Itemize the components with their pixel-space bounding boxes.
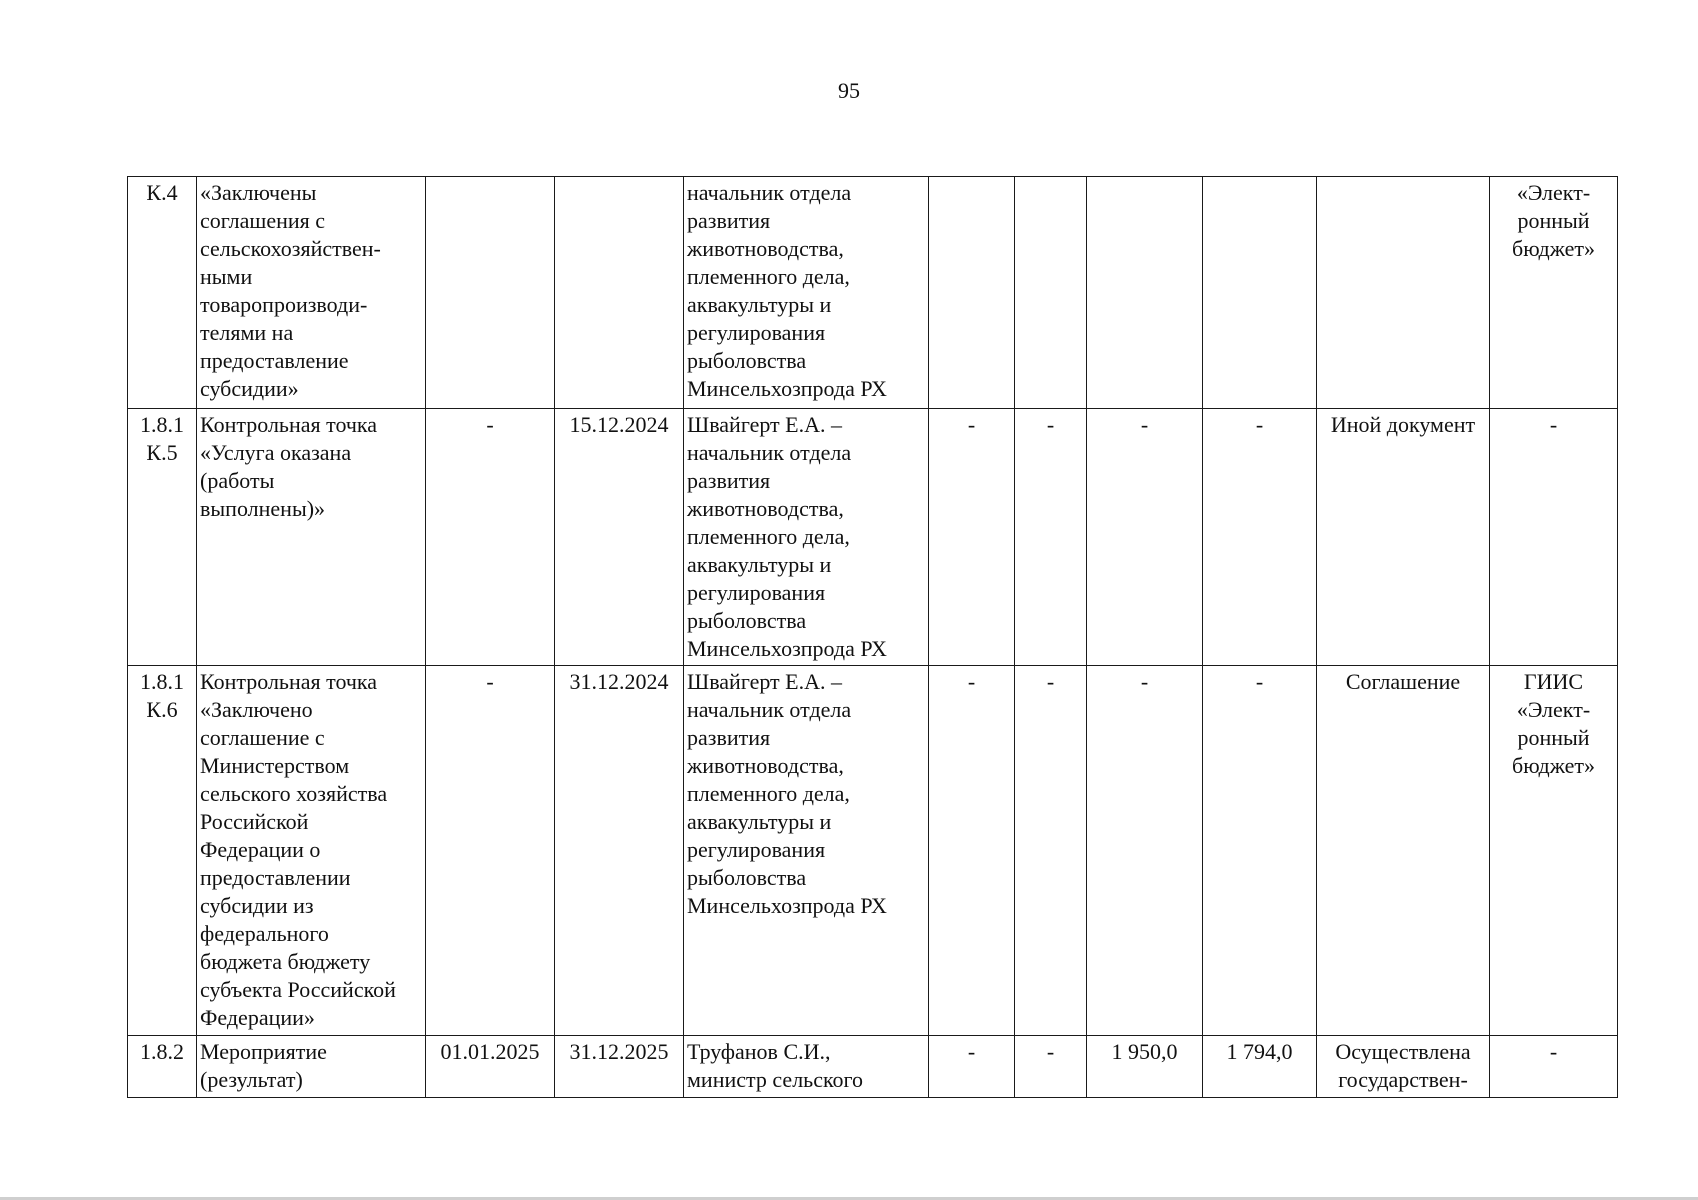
cell-value-3: 1 950,0 — [1087, 1036, 1203, 1098]
cell-value-2: - — [1015, 1036, 1087, 1098]
cell-name: Контрольная точка «Заключено соглашение с Министерством сельского хозяйства Российской Федерации о предоставлении субсидии из федерального бюджета бюджету субъекта Российской Федерации» — [197, 666, 426, 1036]
plan-table — [127, 176, 1618, 1098]
cell-value-3: - — [1087, 409, 1203, 666]
cell-responsible: Швайгерт Е.А. – начальник отдела развития животноводства, племенного дела, аквакультуры и регулирования рыболовства Минсельхозпрода РХ — [684, 409, 929, 666]
cell-value-4 — [1203, 177, 1317, 409]
cell-number: 1.8.1 К.6 — [128, 666, 197, 1036]
cell-responsible: Труфанов С.И., министр сельского — [684, 1036, 929, 1098]
cell-document: Иной документ — [1317, 409, 1490, 666]
cell-value-4: 1 794,0 — [1203, 1036, 1317, 1098]
cell-responsible: Швайгерт Е.А. – начальник отдела развития животноводства, племенного дела, аквакультуры и регулирования рыболовства Минсельхозпрода РХ — [684, 666, 929, 1036]
cell-value-2: - — [1015, 409, 1087, 666]
cell-end-date — [555, 177, 684, 409]
cell-value-2: - — [1015, 666, 1087, 1036]
cell-value-4: - — [1203, 409, 1317, 666]
cell-end-date: 31.12.2024 — [555, 666, 684, 1036]
cell-responsible: начальник отдела развития животноводства, племенного дела, аквакультуры и регулирования рыболовства Минсельхозпрода РХ — [684, 177, 929, 409]
cell-end-date: 15.12.2024 — [555, 409, 684, 666]
cell-start-date: - — [426, 666, 555, 1036]
cell-start-date: 01.01.2025 — [426, 1036, 555, 1098]
cell-start-date: - — [426, 409, 555, 666]
cell-start-date — [426, 177, 555, 409]
table-row — [128, 177, 1618, 409]
cell-name: «Заключены соглашения с сельскохозяйствен- ными товаропроизводи- телями на предоставление субсидии» — [197, 177, 426, 409]
cell-number: 1.8.2 — [128, 1036, 197, 1098]
cell-value-1 — [929, 177, 1015, 409]
table-row — [128, 1036, 1618, 1098]
cell-information-system: - — [1490, 409, 1618, 666]
cell-name: Контрольная точка «Услуга оказана (работы выполнены)» — [197, 409, 426, 666]
cell-value-1: - — [929, 409, 1015, 666]
table-row — [128, 666, 1618, 1036]
cell-information-system: «Элект- ронный бюджет» — [1490, 177, 1618, 409]
cell-number: 1.8.1 К.5 — [128, 409, 197, 666]
cell-name: Мероприятие (результат) — [197, 1036, 426, 1098]
cell-value-1: - — [929, 666, 1015, 1036]
cell-information-system: - — [1490, 1036, 1618, 1098]
cell-document: Соглашение — [1317, 666, 1490, 1036]
page-number: 95 — [838, 78, 860, 103]
cell-value-1: - — [929, 1036, 1015, 1098]
cell-document: Осуществлена государствен- — [1317, 1036, 1490, 1098]
table-row — [128, 409, 1618, 666]
cell-document — [1317, 177, 1490, 409]
cell-information-system: ГИИС «Элект- ронный бюджет» — [1490, 666, 1618, 1036]
cell-number: К.4 — [128, 177, 197, 409]
cell-value-4: - — [1203, 666, 1317, 1036]
cell-value-3 — [1087, 177, 1203, 409]
plan-table-body — [128, 177, 1618, 1098]
cell-value-2 — [1015, 177, 1087, 409]
cell-end-date: 31.12.2025 — [555, 1036, 684, 1098]
cell-value-3: - — [1087, 666, 1203, 1036]
